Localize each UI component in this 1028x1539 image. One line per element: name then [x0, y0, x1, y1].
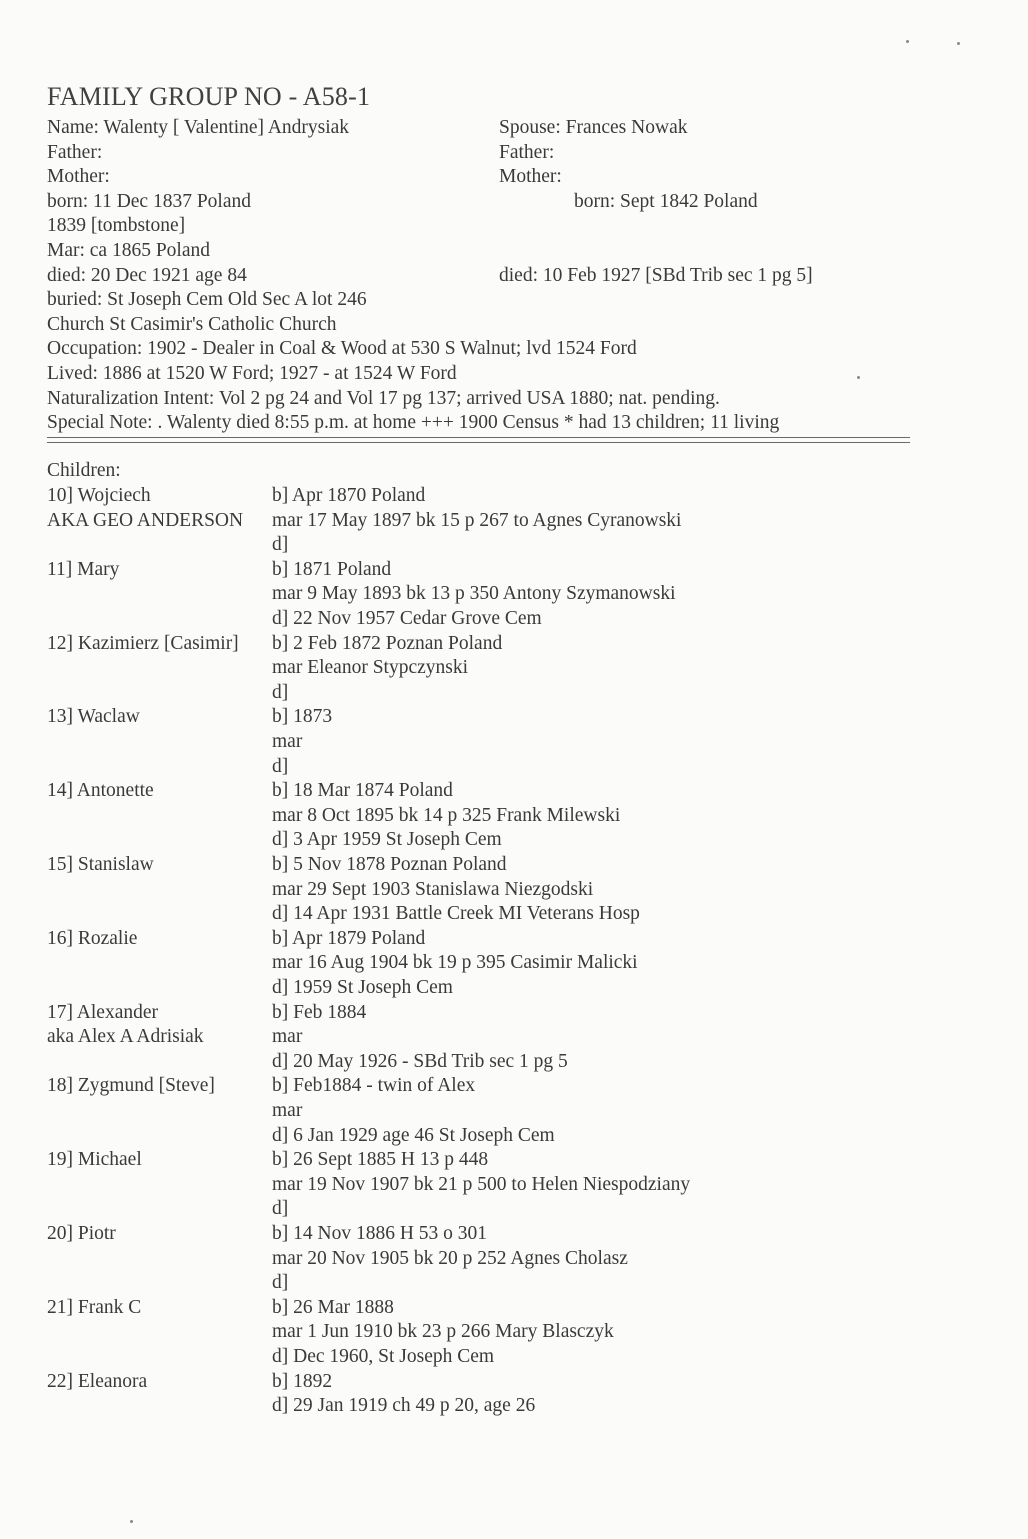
child-name: 15] Stanislaw — [47, 854, 154, 875]
child-name: 22] Eleanora — [47, 1370, 148, 1392]
child-detail: b] 2 Feb 1872 Poznan Poland — [272, 632, 503, 654]
child-detail: d] 1959 St Joseph Cem — [272, 977, 453, 998]
child-detail: d] 22 Nov 1957 Cedar Grove Cem — [272, 608, 542, 629]
child-name: 10] Wojciech — [47, 485, 151, 506]
child-detail: mar — [272, 731, 303, 752]
child-detail: d] — [272, 755, 289, 777]
child-detail: mar 19 Nov 1907 bk 21 p 500 to Helen Niespodziany — [272, 1173, 691, 1195]
child-detail: b] 14 Nov 1886 H 53 o 301 — [272, 1223, 488, 1244]
child-detail: mar 16 Aug 1904 bk 19 p 395 Casimir Malicki — [272, 952, 638, 974]
head-info-line: died: 20 Dec 1921 age 84 — [47, 264, 247, 286]
spouse-info-line: Father: — [499, 141, 555, 163]
child-detail: d] Dec 1960, St Joseph Cem — [272, 1346, 495, 1367]
child-detail: d] — [272, 1198, 289, 1220]
child-detail: b] Feb1884 - twin of Alex — [272, 1075, 476, 1097]
document-title: FAMILY GROUP NO - A58-1 — [47, 82, 371, 111]
child-name: 20] Piotr — [47, 1223, 116, 1244]
spouse-info-line: died: 10 Feb 1927 [SBd Trib sec 1 pg 5] — [499, 264, 813, 286]
child-detail: b] 1892 — [272, 1370, 333, 1392]
child-detail: d] 3 Apr 1959 St Joseph Cem — [272, 829, 502, 851]
head-info-line: 1839 [tombstone] — [47, 215, 186, 237]
child-detail: b] Feb 1884 — [272, 1001, 367, 1023]
head-info-line: Special Note: . Walenty died 8:55 p.m. at home +++ 1900 Census * had 13 children; 11 living — [47, 412, 780, 434]
child-detail: d] 14 Apr 1931 Battle Creek MI Veterans Hosp — [272, 903, 640, 925]
child-detail: b] 1871 Poland — [272, 558, 392, 580]
head-info-line: buried: St Joseph Cem Old Sec A lot 246 — [47, 289, 367, 311]
child-detail: d] 20 May 1926 - SBd Trib sec 1 pg 5 — [272, 1050, 568, 1072]
child-detail: mar 1 Jun 1910 bk 23 p 266 Mary Blasczyk — [272, 1321, 614, 1343]
spouse-info-line: Spouse: Frances Nowak — [499, 117, 688, 138]
child-detail: b] 26 Sept 1885 H 13 p 448 — [272, 1149, 489, 1171]
child-detail: mar Eleanor Stypczynski — [272, 657, 469, 679]
child-name: 19] Michael — [47, 1149, 142, 1171]
head-info-line: Naturalization Intent: Vol 2 pg 24 and Vol 17 pg 137; arrived USA 1880; nat. pending. — [47, 387, 720, 409]
child-name: 13] Waclaw — [47, 706, 140, 728]
head-info-line: Mother: — [47, 166, 110, 188]
head-info-line: Church St Casimir's Catholic Church — [47, 313, 337, 335]
spouse-info-line: born: Sept 1842 Poland — [574, 190, 758, 212]
scan-speck — [906, 40, 909, 43]
child-detail: mar — [272, 1026, 303, 1048]
child-detail: mar 8 Oct 1895 bk 14 p 325 Frank Milewski — [272, 804, 621, 826]
spouse-info-line: Mother: — [499, 166, 562, 188]
head-info-line: Occupation: 1902 - Dealer in Coal & Wood at 530 S Walnut; lvd 1524 Ford — [47, 338, 637, 360]
child-detail: d] 6 Jan 1929 age 46 St Joseph Cem — [272, 1124, 555, 1146]
child-name: 21] Frank C — [47, 1296, 142, 1318]
child-name: aka Alex A Adrisiak — [47, 1026, 204, 1048]
head-info-line: born: 11 Dec 1837 Poland — [47, 190, 251, 212]
section-divider — [47, 437, 910, 443]
child-name: 11] Mary — [47, 558, 120, 580]
head-info-line: Mar: ca 1865 Poland — [47, 240, 211, 261]
child-detail: mar — [272, 1100, 303, 1121]
child-detail: mar 20 Nov 1905 bk 20 p 252 Agnes Cholasz — [272, 1247, 628, 1269]
child-detail: b] Apr 1870 Poland — [272, 485, 426, 506]
child-name: 16] Rozalie — [47, 927, 138, 949]
child-detail: mar 9 May 1893 bk 13 p 350 Antony Szymanowski — [272, 583, 676, 605]
child-name: 14] Antonette — [47, 780, 154, 802]
head-info-line: Father: — [47, 141, 103, 163]
child-detail: b] 1873 — [272, 706, 333, 728]
child-detail: d] — [272, 534, 289, 556]
child-name: AKA GEO ANDERSON — [47, 509, 244, 531]
head-info-line: Lived: 1886 at 1520 W Ford; 1927 - at 1524 W Ford — [47, 363, 457, 384]
child-detail: d] — [272, 1272, 289, 1294]
child-detail: b] 26 Mar 1888 — [272, 1296, 394, 1318]
scan-speck — [857, 376, 860, 379]
child-name: 12] Kazimierz [Casimir] — [47, 632, 239, 654]
scan-speck — [957, 42, 960, 45]
child-detail: b] 5 Nov 1878 Poznan Poland — [272, 854, 507, 875]
child-detail: mar 17 May 1897 bk 15 p 267 to Agnes Cyranowski — [272, 509, 682, 531]
child-detail: b] 18 Mar 1874 Poland — [272, 780, 453, 802]
child-detail: mar 29 Sept 1903 Stanislawa Niezgodski — [272, 878, 594, 900]
child-name: 18] Zygmund [Steve] — [47, 1075, 215, 1097]
scan-speck — [130, 1520, 133, 1523]
child-detail: d] 29 Jan 1919 ch 49 p 20, age 26 — [272, 1395, 536, 1417]
child-name: 17] Alexander — [47, 1001, 159, 1023]
head-info-line: Name: Walenty [ Valentine] Andrysiak — [47, 117, 350, 138]
children-label: Children: — [47, 460, 121, 481]
child-detail: d] — [272, 681, 289, 703]
child-detail: b] Apr 1879 Poland — [272, 927, 426, 949]
